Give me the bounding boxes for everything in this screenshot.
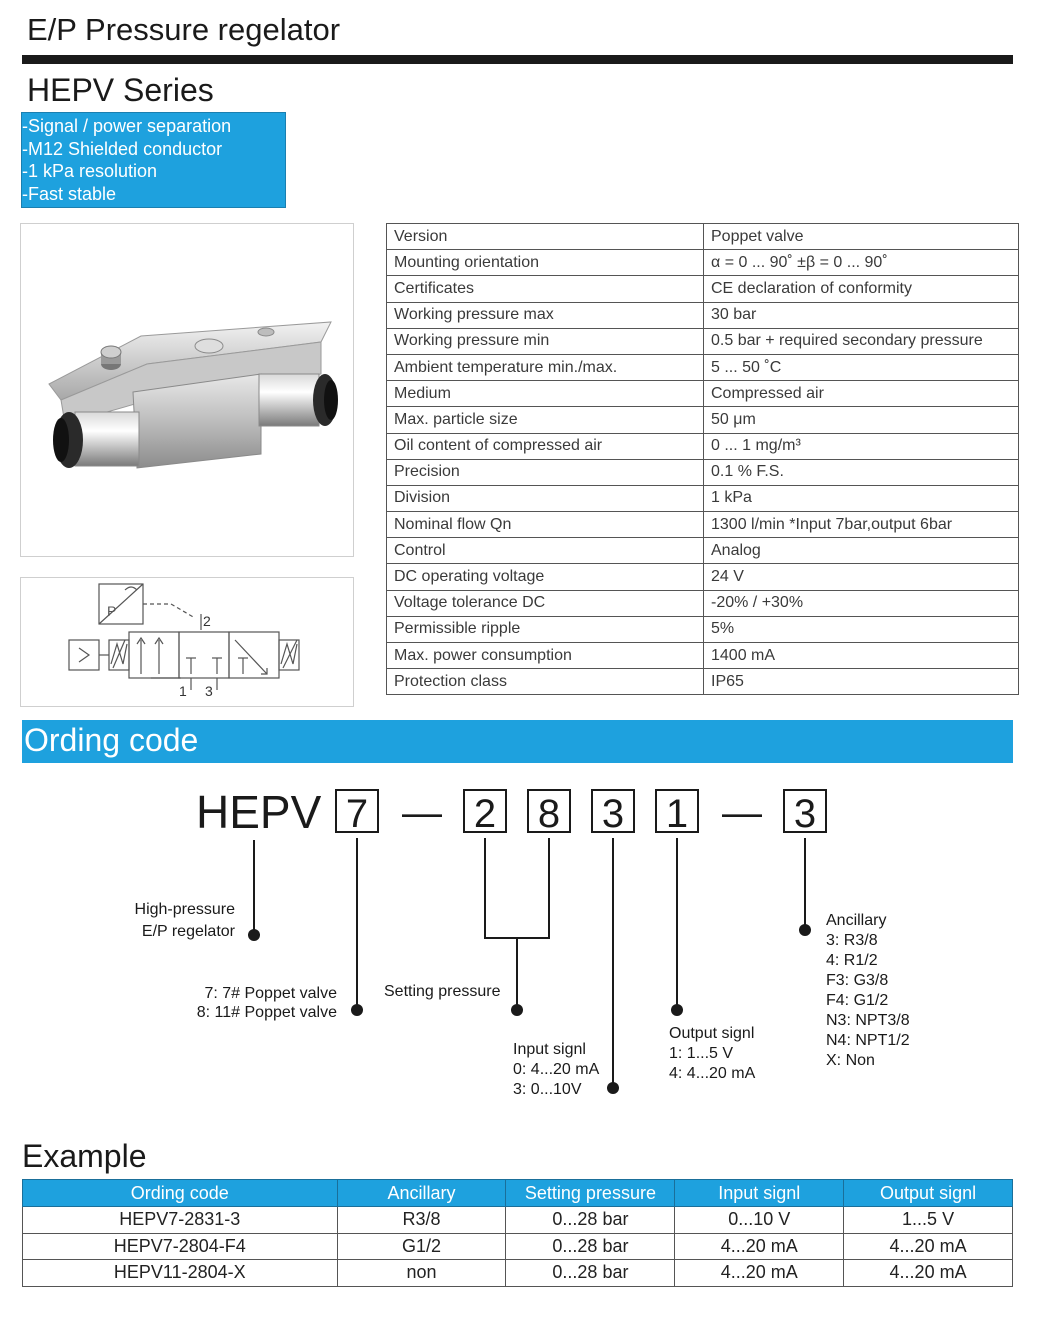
spec-row [387,590,1019,616]
output-desc-line: 4: 4...20 mA [669,1065,756,1082]
spec-row [387,328,1019,354]
spec-value: CE declaration of conformity [704,276,1019,302]
example-cell: 0...28 bar [506,1233,675,1260]
code-prefix: HEPV [196,786,322,838]
ordering-code-heading: Ording code [24,722,199,758]
spec-label: Permissible ripple [387,616,704,642]
spec-label: Division [387,485,704,511]
example-cell: 4...20 mA [844,1233,1013,1260]
spec-row [387,669,1019,695]
ordering-code-diagram [0,770,1047,1130]
example-cell: 4...20 mA [844,1260,1013,1287]
example-col-header: Input signl [675,1180,844,1207]
example-cell: HEPV7-2831-3 [23,1207,338,1234]
spec-value: 50 μm [704,407,1019,433]
feature-list [22,113,285,205]
spec-value: 24 V [704,564,1019,590]
spec-label: Max. particle size [387,407,704,433]
spec-label: Protection class [387,669,704,695]
example-cell: 0...28 bar [506,1260,675,1287]
code-dash: — [402,791,442,835]
spec-value: 30 bar [704,302,1019,328]
spec-row [387,538,1019,564]
example-row [23,1233,1013,1260]
code-digit-size: 7 [345,792,369,836]
size-desc-line: 7: 7# Poppet valve [204,985,337,1002]
ancillary-desc-line: F4: G1/2 [826,992,889,1009]
feature-item: -Fast stable [22,183,117,204]
title-divider [22,55,1013,64]
setting-desc: Setting pressure [384,983,501,1000]
spec-row [387,485,1019,511]
page-title: E/P Pressure regelator [27,12,341,47]
spec-value: α = 0 ... 90˚ ±β = 0 ... 90˚ [704,250,1019,276]
spec-label: Max. power consumption [387,643,704,669]
spec-row [387,564,1019,590]
input-desc-line: 3: 0...10V [513,1081,582,1098]
example-col-header: Output signl [844,1180,1013,1207]
spec-row [387,407,1019,433]
pneumatic-symbol [21,578,353,706]
code-digit-output: 1 [665,792,689,836]
spec-value: IP65 [704,669,1019,695]
spec-label: Working pressure max [387,302,704,328]
spec-row [387,276,1019,302]
spec-value: -20% / +30% [704,590,1019,616]
port-1-label: 1 [179,683,187,699]
spec-row [387,643,1019,669]
spec-label: Working pressure min [387,328,704,354]
spec-label: Ambient temperature min./max. [387,354,704,380]
ancillary-desc-line: N4: NPT1/2 [826,1032,910,1049]
spec-row [387,433,1019,459]
spec-value: 1300 l/min *Input 7bar,output 6bar [704,512,1019,538]
port-3-label: 3 [205,683,213,699]
spec-label: Precision [387,459,704,485]
spec-value: 0.1 % F.S. [704,459,1019,485]
output-desc-line: 1: 1...5 V [669,1045,734,1062]
code-digit-input: 3 [601,792,625,836]
ancillary-desc-line: 3: R3/8 [826,932,878,949]
spec-table [386,223,1019,695]
symbol-p-label: P [107,603,117,619]
ancillary-desc-line: F3: G3/8 [826,972,889,989]
spec-row [387,459,1019,485]
example-cell: 1...5 V [844,1207,1013,1234]
feature-item: -1 kPa resolution [22,161,158,181]
example-cell: non [337,1260,506,1287]
spec-label: Mounting orientation [387,250,704,276]
example-header-row [23,1180,1013,1207]
spec-value: 5 ... 50 ˚C [704,354,1019,380]
example-cell: HEPV7-2804-F4 [23,1233,338,1260]
spec-value: 1 kPa [704,485,1019,511]
code-digit-setting-1: 2 [473,792,497,836]
port-2-label: 2 [203,613,211,629]
example-col-header: Ancillary [337,1180,506,1207]
code-dash: — [722,791,762,835]
example-cell: R3/8 [337,1207,506,1234]
spec-label: Control [387,538,704,564]
spec-label: Oil content of compressed air [387,433,704,459]
spec-label: Nominal flow Qn [387,512,704,538]
ancillary-desc-line: X: Non [826,1052,875,1069]
ordering-code-banner [22,720,1013,763]
feature-item: -Signal / power separation [22,116,232,136]
spec-value: 0 ... 1 mg/m³ [704,433,1019,459]
pneumatic-symbol-box [20,577,354,707]
spec-value: 5% [704,616,1019,642]
spec-value: Analog [704,538,1019,564]
example-cell: HEPV11-2804-X [23,1260,338,1287]
spec-value: 1400 mA [704,643,1019,669]
product-photo [20,223,354,557]
spec-row [387,224,1019,250]
example-cell: 4...20 mA [675,1260,844,1287]
example-col-header: Ording code [23,1180,338,1207]
prefix-desc-line: E/P regelator [141,923,235,940]
spec-row [387,354,1019,380]
spec-value: Poppet valve [704,224,1019,250]
size-desc-line: 8: 11# Poppet valve [196,1004,337,1021]
example-cell: 4...20 mA [675,1233,844,1260]
ancillary-desc-line: N3: NPT3/8 [826,1012,910,1029]
valve-illustration [21,224,353,556]
input-desc-line: 0: 4...20 mA [513,1061,600,1078]
spec-value: Compressed air [704,381,1019,407]
example-heading: Example [22,1138,147,1174]
example-cell: 0...28 bar [506,1207,675,1234]
series-title: HEPV Series [27,72,214,108]
spec-value: 0.5 bar + required secondary pressure [704,328,1019,354]
spec-row [387,250,1019,276]
code-digit-setting-2: 8 [537,792,561,836]
ancillary-desc-line: Ancillary [826,912,887,929]
ancillary-desc-line: 4: R1/2 [826,952,878,969]
output-desc-line: Output signl [669,1025,755,1042]
spec-label: Medium [387,381,704,407]
spec-row [387,381,1019,407]
spec-row [387,512,1019,538]
spec-label: Version [387,224,704,250]
feature-list-box [21,112,286,208]
example-cell: G1/2 [337,1233,506,1260]
example-row [23,1260,1013,1287]
feature-item: -M12 Shielded conductor [22,138,223,159]
spec-row [387,616,1019,642]
spec-label: Certificates [387,276,704,302]
input-desc-line: Input signl [513,1041,586,1058]
spec-label: Voltage tolerance DC [387,590,704,616]
prefix-desc-line: High-pressure [134,901,235,918]
example-cell: 0...10 V [675,1207,844,1234]
code-digit-ancillary: 3 [793,792,817,836]
example-col-header: Setting pressure [506,1180,675,1207]
spec-row [387,302,1019,328]
spec-label: DC operating voltage [387,564,704,590]
example-row [23,1207,1013,1234]
example-table [22,1179,1013,1287]
